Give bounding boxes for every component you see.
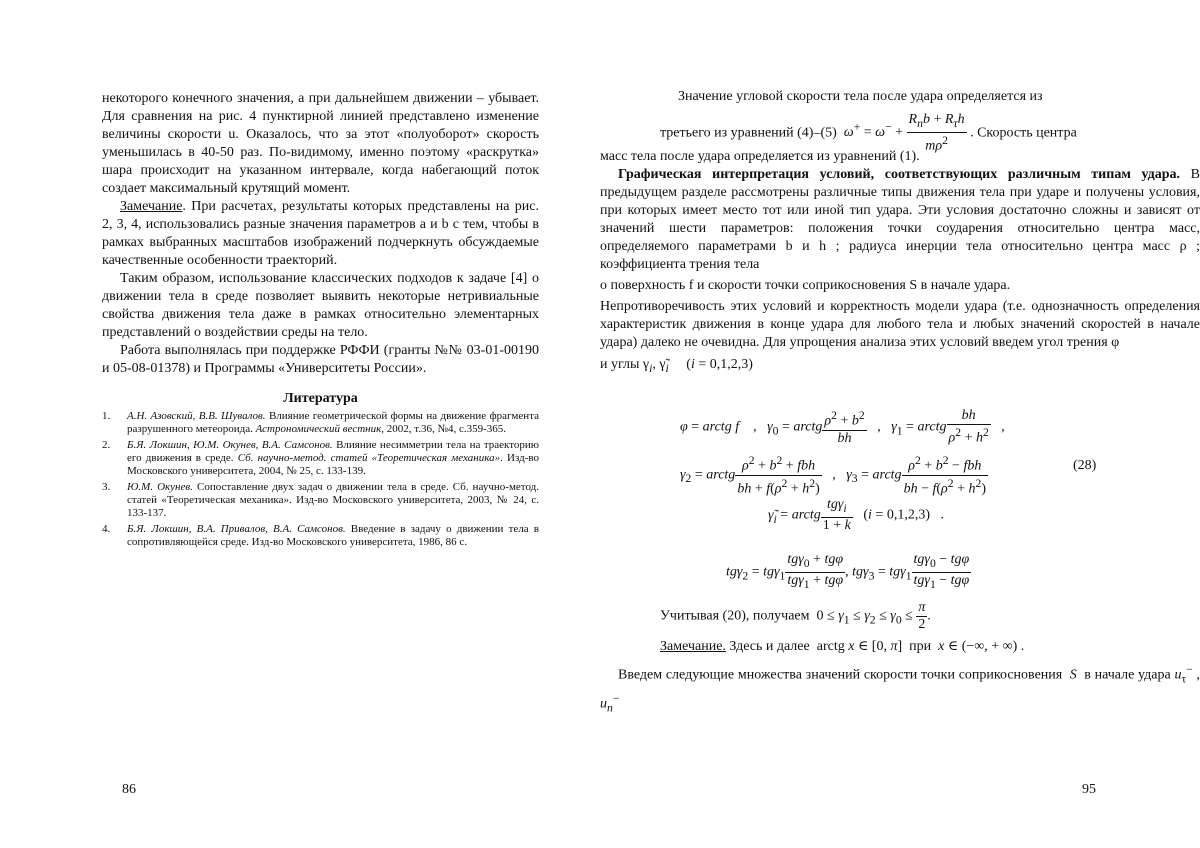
right-text-column-2 [600,148,1200,382]
reference-text [127,439,539,478]
reference-authors: Б.Я. Локшин, Ю.М. Окунев, В.А. Самсонов. [127,439,333,451]
reference-text [127,481,539,520]
reference-number: 4. [102,523,111,535]
reference-number: 2. [102,439,111,451]
equation-row-2: $\gamma_2$ = arctg $\rho^2 + b^2$ + fbh bh + $f(\rho^2 + h^2)$ , $\gamma_3$ = arctg $\rho^2 + b^2$ − fbh bh − $f(\rho^2 + h^2)$ [680,454,986,497]
consistency-paragraph: Непротиворечивость этих условий и корректность модели удара (т.е. однозначность определения характеристик движения в конце удара для любого тела и любых значений скоростей в начале удара) далеко не очевидна. Для упрощения анализа этих условий введем угол трения φ [600,299,1200,350]
remark-label-right: Замечание. [660,639,726,654]
conclusion-paragraph: Таким образом, использование классических подходов к задаче [4] о движении тела в среде позволяет выявить некоторые нетривиальные свойства движения тела даже в рамках относительно элементарных представлений о воздействии среды на тело. [102,271,539,340]
reference-text [127,523,539,549]
reference-title: Введение в задачу о движении тела в сопротивляющейся среде. Изд-во Московского университета, 1986, 86 с. [127,523,539,548]
reference-title: Сопоставление двух задач о движении тела в среде. Сб. научно-метод. статей «Теоретическая механика». Изд-во Московского университета, 2003, № 24, с. 133-137. [127,481,539,519]
center-mass-velocity-line: масс тела после удара определяется из уравнений (1). [600,149,920,164]
left-text-column [102,90,539,552]
reference-source: Астрономический вестник [255,423,382,435]
reference-details: . Изд-во Московского университета, 2004, № 25, с. 133-139. [127,452,540,477]
reference-item [102,523,539,549]
equation-row-4: tgγ$_2$ = tgγ$_1$ tgγ$_0$ + tgφ tgγ$_1$ + tgφ , tgγ$_3$ = tgγ$_1$ tgγ$_0$ − tgφ tgγ$_1$ − tgφ [726,552,970,591]
references-heading: Литература [283,391,358,406]
right-text-column [660,88,1100,106]
angular-velocity-line: Значение угловой скорости тела после удара определяется из [678,89,1043,104]
reference-item [102,439,539,478]
velocity-sets-paragraph: Введем следующие множества значений скорости точки соприкосновения S в начале удара $u_\tau^-$ , $u_n^-$ [600,663,1200,715]
angles-line: и углы $\gamma_i$, $\gammã_i$ (i = 0,1,2,3) [600,357,753,375]
reference-title: Влияние геометрической формы на движение фрагмента разрушенного метеороида. [127,410,539,435]
reference-details: , 2002, т.36, №4, с.359-365. [381,423,507,435]
remark-label: Замечание [120,199,183,214]
reference-authors: Б.Я. Локшин, В.А. Привалов, В.А. Самсонов. [127,523,346,535]
section-text: В предыдущем разделе рассмотрены различные типы движения тела при ударе и получены условия, при которых имеет место тот или иной тип удара. Эти условия достаточно сложны и зависят от значений шести параметров: положения точки соударения относительно центра масс, определяемого параметрами b и h ; радиуса инерции тела относительно центра масс ρ ; коэффициента трения тела [600,167,1200,272]
equation-row-3: $\gammã_i$ = arctg tgγ$_i$ 1 + k (i = 0,1,2,3) . [768,497,944,533]
remark-line: Замечание. Здесь и далее arctg x ∈ [0, π] при x ∈ (−∞, + ∞) . [660,639,1025,654]
page-number-left: 86 [122,782,136,797]
acknowledgement-paragraph: Работа выполнялась при поддержке РФФИ (гранты №№ 03-01-00190 и 05-08-01378) и Программы «Университеты России». [102,343,539,376]
reference-authors: Ю.М. Окунев. [127,481,193,493]
equation-row-1: φ = arctg f , $\gamma_0$ = arctg $\frac{\rho^2 + b^2}{bh}$ , $\gamma_1$ = arctg $\frac{bh}{\rho^2 + h^2}$ , [680,408,1005,446]
right-page [600,0,1200,848]
reference-number: 3. [102,481,111,493]
equation-number: (28) [1073,458,1097,473]
reference-title: Влияние несимметрии тела на траекторию его движения в среде. [127,439,539,464]
reference-source: Сб. научно-метод. статей «Теоретическая механика» [237,452,501,464]
reference-text [127,410,539,436]
right-text-column-3 [600,660,1200,719]
reference-authors: А.Н. Азовский, В.В. Шувалов. [127,410,266,422]
friction-line: о поверхность f и скорости точки соприкосновения S в начале удара. [600,278,1011,293]
omega-formula: ω+ = ω− + $R_nb + R_\tau h$ $m\rho^2$ [843,112,965,154]
graphic-interpretation-paragraph [600,166,1200,274]
remark-paragraph [102,198,539,270]
reference-number: 1. [102,410,111,422]
page-number-right: 95 [1082,782,1096,797]
remark-text: . При расчетах, результаты которых представлены на рис. 2, 3, 4, использовались разные значения параметров a и b с тем, чтобы в рамках выбранных масштабов изображений подчеркнуть обсуждаемые качественные особенности траекторий. [102,199,539,268]
references-list [102,410,539,549]
reference-item [102,481,539,520]
reference-item [102,410,539,436]
angular-velocity-equation-line: третьего из уравнений (4)–(5) ω+ = ω− + $R_nb + R_\tau h$ $m\rho^2$ . Скорость центра [660,112,1077,154]
inequality-line: Учитывая (20), получаем $0 \le \gamma_1 \le \gamma_2 \le \gamma_0$ ≤ $\frac{\pi}{2}$ . [660,600,931,632]
section-heading: Графическая интерпретация условий, соответствующих различным типам удара. [618,167,1180,182]
paragraph-continuation: некоторого конечного значения, а при дальнейшем движении – убывает. Для сравнения на рис. 4 пунктирной линией представлено изменение величины скорости u. Оказалось, что за этот «полуоборот» скорость уменьшилась в 40-50 раз. По-видимому, именно поэтому «раскрутка» шара происходит на указанном интервале, когда набегающий поток создает максимальный крутящий момент. [102,91,539,196]
